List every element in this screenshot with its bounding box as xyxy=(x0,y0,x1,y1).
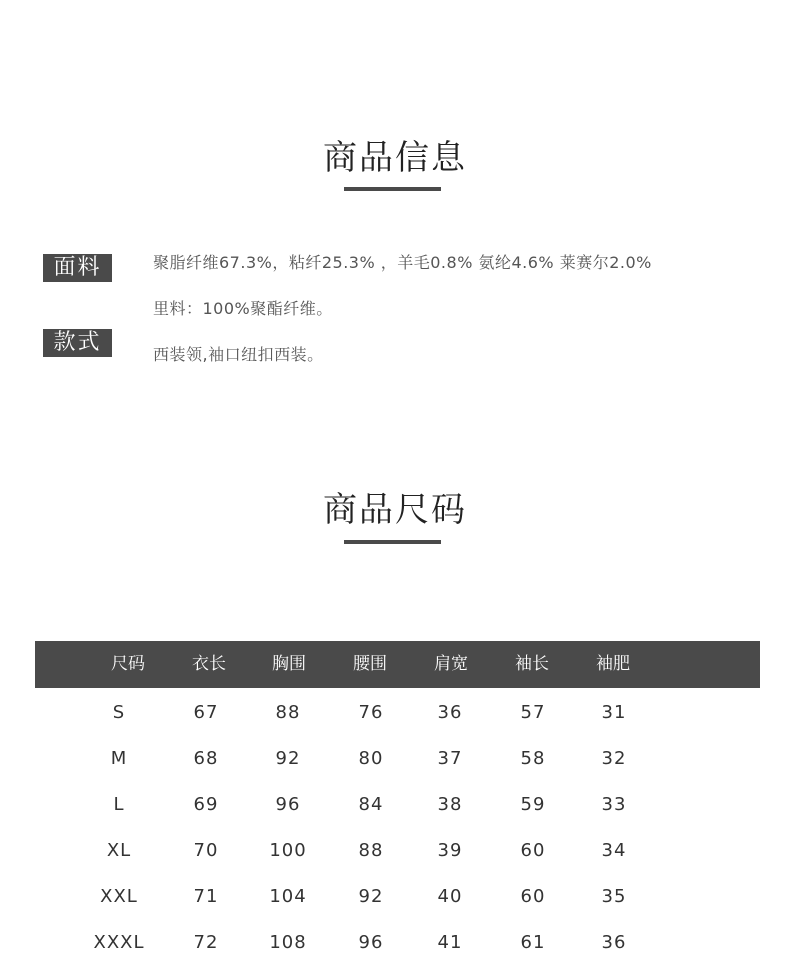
table-cell: 100 xyxy=(269,840,307,861)
header-length: 衣长 xyxy=(192,654,226,674)
table-cell: 58 xyxy=(520,748,546,769)
size-table xyxy=(35,641,760,964)
header-size: 尺码 xyxy=(111,654,145,674)
table-cell: XXXL xyxy=(93,932,145,953)
table-cell: 104 xyxy=(269,886,307,907)
table-cell: 31 xyxy=(601,702,627,723)
style-label: 款式 xyxy=(43,329,112,357)
table-cell: 36 xyxy=(601,932,627,953)
table-cell: 38 xyxy=(437,794,463,815)
table-cell: 76 xyxy=(358,702,384,723)
table-cell: 88 xyxy=(358,840,384,861)
header-chest: 胸围 xyxy=(272,654,306,674)
table-row xyxy=(35,872,760,918)
table-cell: S xyxy=(112,702,126,723)
header-sleeve-width: 袖肥 xyxy=(596,654,630,674)
table-cell: 72 xyxy=(193,932,219,953)
table-row xyxy=(35,780,760,826)
table-cell: 92 xyxy=(275,748,301,769)
table-cell: 41 xyxy=(437,932,463,953)
style-text: 西装领,袖口纽扣西装。 xyxy=(153,345,324,364)
table-cell: 35 xyxy=(601,886,627,907)
table-cell: 92 xyxy=(358,886,384,907)
table-cell: 59 xyxy=(520,794,546,815)
size-chart-title-underline xyxy=(344,540,441,544)
product-info-title: 商品信息 xyxy=(323,138,467,178)
header-sleeve-length: 袖长 xyxy=(515,654,549,674)
table-cell: 67 xyxy=(193,702,219,723)
table-row xyxy=(35,688,760,734)
size-table-header xyxy=(35,641,760,688)
table-cell: 108 xyxy=(269,932,307,953)
table-cell: 40 xyxy=(437,886,463,907)
table-cell: 39 xyxy=(437,840,463,861)
table-cell: 71 xyxy=(193,886,219,907)
table-cell: 88 xyxy=(275,702,301,723)
table-cell: 70 xyxy=(193,840,219,861)
table-cell: 57 xyxy=(520,702,546,723)
header-shoulder: 肩宽 xyxy=(434,654,468,674)
size-chart-title: 商品尺码 xyxy=(323,490,467,530)
table-cell: L xyxy=(113,794,125,815)
product-info-title-underline xyxy=(344,187,441,191)
fabric-label: 面料 xyxy=(43,254,112,282)
table-cell: 37 xyxy=(437,748,463,769)
table-cell: 80 xyxy=(358,748,384,769)
lining-text: 里料：100%聚酯纤维。 xyxy=(153,299,333,318)
table-row xyxy=(35,918,760,964)
table-cell: 36 xyxy=(437,702,463,723)
table-cell: 60 xyxy=(520,840,546,861)
table-row xyxy=(35,734,760,780)
table-cell: 33 xyxy=(601,794,627,815)
table-cell: 96 xyxy=(358,932,384,953)
table-cell: 96 xyxy=(275,794,301,815)
table-cell: 60 xyxy=(520,886,546,907)
table-cell: 32 xyxy=(601,748,627,769)
table-cell: M xyxy=(110,748,128,769)
table-row xyxy=(35,826,760,872)
table-cell: XXL xyxy=(100,886,138,907)
header-waist: 腰围 xyxy=(353,654,387,674)
table-cell: 61 xyxy=(520,932,546,953)
table-cell: 84 xyxy=(358,794,384,815)
table-cell: 69 xyxy=(193,794,219,815)
table-cell: 68 xyxy=(193,748,219,769)
table-cell: 34 xyxy=(601,840,627,861)
fabric-text: 聚脂纤维67.3%，粘纤25.3% ，羊毛0.8% 氨纶4.6% 莱赛尔2.0% xyxy=(153,253,652,272)
table-cell: XL xyxy=(106,840,132,861)
